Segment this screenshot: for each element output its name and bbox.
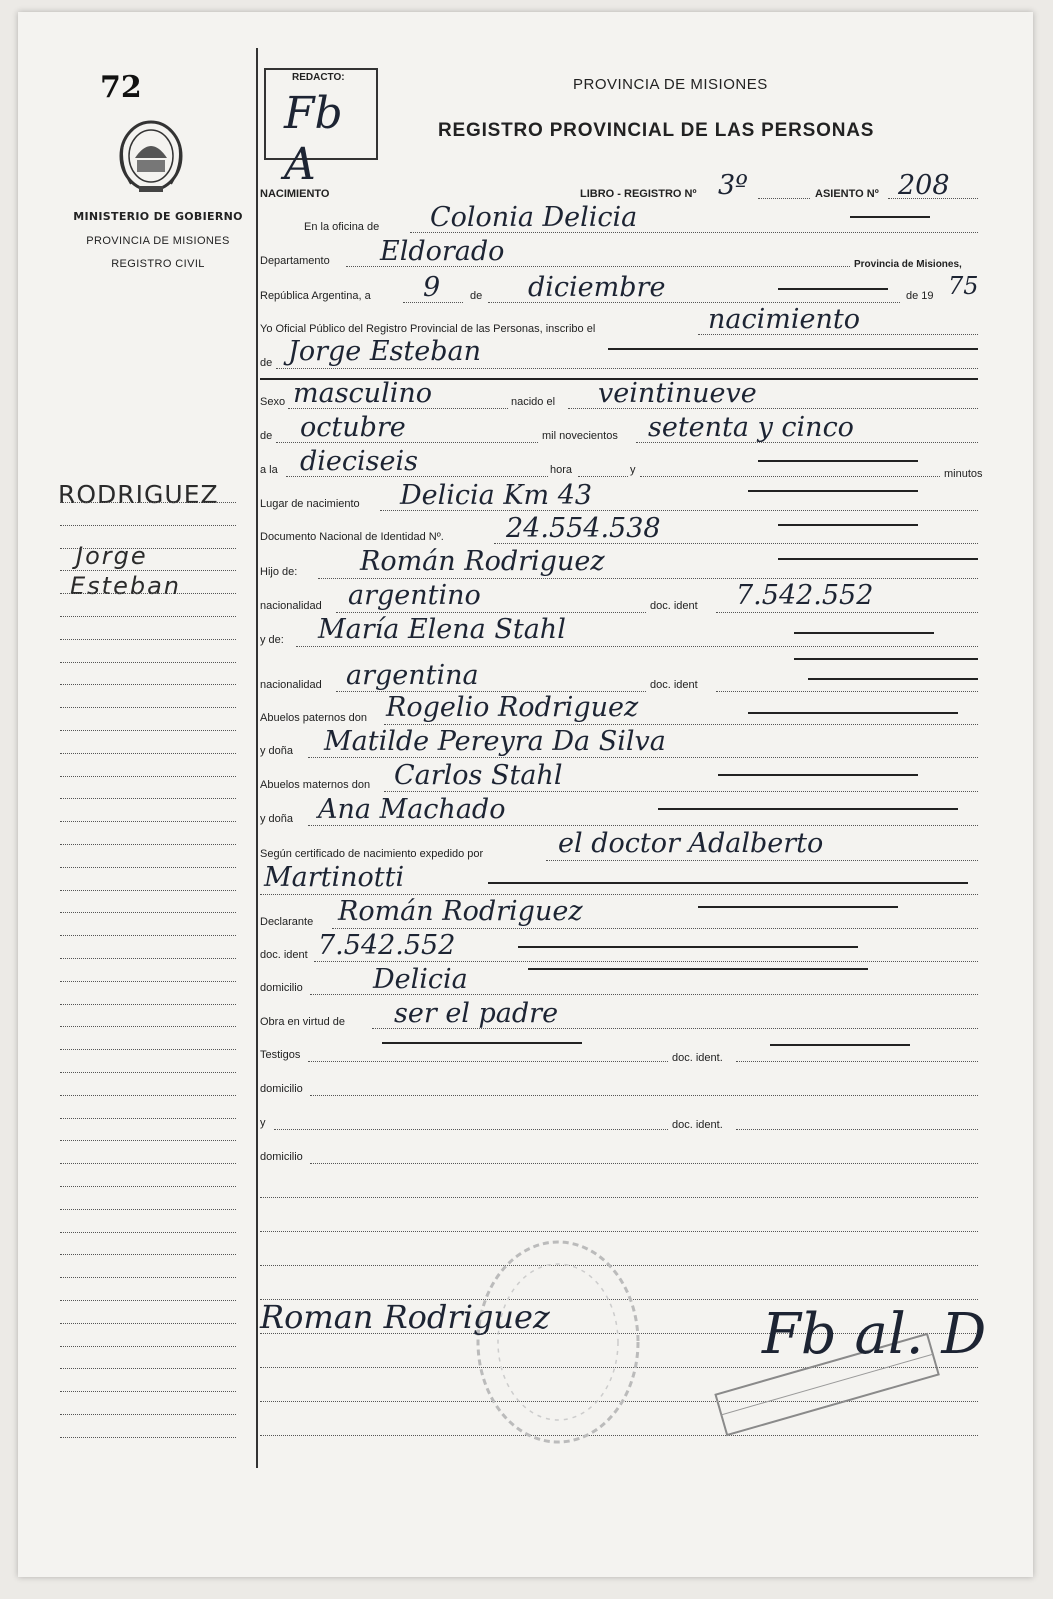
dotted-line [640, 476, 940, 477]
dotted-line [372, 1028, 978, 1029]
departamento-value: Eldorado [380, 236, 505, 267]
hijo-label: Hijo de: [260, 566, 298, 578]
dotted-line [384, 791, 978, 792]
father-doc-value: 7.542.552 [736, 580, 874, 611]
ydona-label: y doña [260, 745, 294, 757]
dotted-line [260, 1197, 978, 1198]
dash-line [850, 216, 930, 218]
dash-line [778, 288, 888, 290]
libro-label: LIBRO - REGISTRO Nº [580, 188, 697, 200]
sexo-label: Sexo [260, 396, 286, 408]
margin-dotted-line [60, 1232, 236, 1233]
docident5-label: doc. ident. [672, 1119, 723, 1131]
dash-line [794, 632, 934, 634]
dotted-line [310, 1163, 978, 1164]
margin-dotted-line [60, 639, 236, 640]
docident2-label: doc. ident [650, 679, 698, 691]
dotted-line [336, 612, 646, 613]
dash-line [658, 808, 958, 810]
yde-label: y de: [260, 634, 284, 646]
nacionalidad2-label: nacionalidad [260, 679, 322, 691]
dotted-line [308, 825, 978, 826]
paternal-grandfather-value: Rogelio Rodriguez [386, 692, 639, 723]
dotted-line [310, 1095, 978, 1096]
dash-line [518, 946, 858, 948]
provincia-suffix: Provincia de Misiones, [854, 259, 962, 270]
margin-dotted-line [60, 935, 236, 936]
hora-label: hora [550, 464, 573, 476]
dotted-line [332, 928, 978, 929]
lugar-value: Delicia Km 43 [400, 480, 593, 511]
ministry-label: MINISTERIO DE GOBIERNO [73, 210, 243, 223]
lugar-label: Lugar de nacimiento [260, 498, 360, 510]
declarante-doc-value: 7.542.552 [318, 930, 456, 961]
dash-line [718, 774, 918, 776]
margin-dotted-line [60, 707, 236, 708]
de-label: de [470, 290, 483, 302]
margin-dotted-line [60, 593, 236, 594]
margin-dotted-line [60, 1254, 236, 1255]
margin-dotted-line [60, 1095, 236, 1096]
margin-dotted-line [60, 798, 236, 799]
libro-value: 3º [718, 170, 748, 201]
departamento-label: Departamento [260, 255, 330, 267]
margin-dotted-line [60, 1209, 236, 1210]
y-label: y [630, 464, 636, 476]
certificado-label: Según certificado de nacimiento expedido por [260, 848, 484, 860]
margin-dotted-line [60, 548, 236, 549]
docident-label: doc. ident [650, 600, 698, 612]
domicilio2-label: domicilio [260, 1083, 303, 1095]
dni-value: 24.554.538 [506, 513, 661, 544]
dotted-line [736, 1061, 978, 1062]
dotted-line [286, 476, 548, 477]
domicilio-label: domicilio [260, 982, 303, 994]
margin-dotted-line [60, 730, 236, 731]
dotted-line [488, 302, 900, 303]
margin-dotted-line [60, 1437, 236, 1438]
dotted-line [716, 612, 978, 613]
margin-dotted-line [60, 1368, 236, 1369]
asiento-value: 208 [898, 170, 950, 201]
father-nationality-value: argentino [348, 580, 481, 611]
folio-number: 72 [100, 70, 142, 105]
margin-dotted-line [60, 1323, 236, 1324]
margin-dotted-line [60, 1391, 236, 1392]
dotted-line [308, 757, 978, 758]
dotted-line [276, 442, 538, 443]
dotted-line [308, 1061, 668, 1062]
dotted-line [318, 578, 978, 579]
redacto-box [264, 68, 378, 190]
testigos-label: Testigos [260, 1049, 301, 1061]
dotted-line [546, 860, 978, 861]
dotted-line [296, 646, 978, 647]
margin-dotted-line [60, 844, 236, 845]
dotted-line [403, 302, 463, 303]
certificado-value-2: Martinotti [264, 862, 405, 893]
dotted-line [276, 368, 978, 369]
dotted-line [568, 408, 978, 409]
asiento-label: ASIENTO Nº [815, 188, 879, 200]
maternal-grandfather-value: Carlos Stahl [394, 760, 563, 791]
margin-dotted-line [60, 662, 236, 663]
birth-month-value: octubre [300, 412, 406, 443]
domicilio3-label: domicilio [260, 1151, 303, 1163]
margin-dotted-line [60, 981, 236, 982]
margin-dotted-line [60, 1072, 236, 1073]
official-signature: Fb al. D [762, 1302, 987, 1367]
republica-label: República Argentina, a [260, 290, 371, 302]
vertical-divider [256, 48, 258, 1468]
dotted-line [736, 1129, 978, 1130]
declarante-value: Román Rodriguez [338, 896, 583, 927]
nacido-label: nacido el [511, 396, 556, 408]
year-value: 75 [948, 272, 979, 300]
margin-dotted-line [60, 958, 236, 959]
hour-value: dieciseis [300, 446, 418, 477]
header-province: PROVINCIA DE MISIONES [573, 76, 768, 93]
dash-line [698, 906, 898, 908]
dash-line [748, 490, 918, 492]
dotted-line [288, 408, 508, 409]
dotted-line [346, 266, 850, 267]
margin-dotted-line [60, 890, 236, 891]
margin-dotted-line [60, 525, 236, 526]
dash-line [748, 712, 958, 714]
de2-label: de [260, 357, 273, 369]
father-name-value: Román Rodriguez [360, 546, 605, 577]
margin-dotted-line [60, 1163, 236, 1164]
maternal-grandmother-value: Ana Machado [318, 794, 506, 825]
nacionalidad-label: nacionalidad [260, 600, 322, 612]
child-name-value: Jorge Esteban [288, 336, 481, 367]
dash-line [778, 524, 918, 526]
abuelos-paternos-label: Abuelos paternos don [260, 712, 368, 724]
mother-name-value: María Elena Stahl [318, 614, 566, 645]
nacido-value: veintinueve [598, 378, 757, 409]
dash-line [528, 968, 868, 970]
dash-line [382, 1042, 582, 1044]
margin-dotted-line [60, 912, 236, 913]
y2-label: y [260, 1117, 266, 1129]
margin-dotted-line [60, 1414, 236, 1415]
dash-line [808, 678, 978, 680]
redacto-label: REDACTO: [292, 72, 345, 83]
paternal-grandmother-value: Matilde Pereyra Da Silva [324, 726, 666, 757]
ala-label: a la [260, 464, 278, 476]
oficina-label: En la oficina de [304, 221, 380, 233]
dotted-line [578, 476, 628, 477]
margin-dotted-line [60, 1140, 236, 1141]
margin-dotted-line [60, 753, 236, 754]
margin-column [18, 12, 256, 1577]
margin-dotted-line [60, 1049, 236, 1050]
oficina-value: Colonia Delicia [430, 202, 638, 233]
margin-dotted-line [60, 502, 236, 503]
dotted-line [636, 442, 978, 443]
margin-dotted-line [60, 776, 236, 777]
domicilio-value: Delicia [373, 964, 468, 995]
margin-dotted-line [60, 1277, 236, 1278]
birth-year-value: setenta y cinco [648, 412, 854, 443]
margin-dotted-line [60, 1346, 236, 1347]
minutos-label: minutos [944, 468, 983, 480]
margin-dotted-line [60, 1026, 236, 1027]
provincial-seal-icon [113, 114, 189, 196]
dni-label: Documento Nacional de Identidad Nº. [260, 531, 444, 543]
redacto-initials: Fb A [284, 88, 343, 190]
docident4-label: doc. ident. [672, 1052, 723, 1064]
oficial-label: Yo Oficial Público del Registro Provincial de las Personas, inscribo el [260, 323, 596, 335]
dotted-line [380, 510, 978, 511]
docident3-label: doc. ident [260, 949, 308, 961]
margin-given-name-2: Esteban [70, 572, 181, 600]
dotted-line [314, 961, 978, 962]
year-label: de 19 [906, 290, 934, 302]
margin-surname: RODRIGUEZ [58, 480, 219, 509]
dotted-line [494, 543, 978, 544]
dotted-line [260, 894, 978, 895]
obra-value: ser el padre [394, 998, 559, 1029]
birth-certificate-page [18, 12, 1033, 1577]
margin-dotted-line [60, 616, 236, 617]
margin-dotted-line [60, 684, 236, 685]
official-stamp-icon [468, 1232, 648, 1452]
dotted-line [758, 198, 810, 199]
mother-nationality-value: argentina [346, 660, 479, 691]
province-label: PROVINCIA DE MISIONES [86, 235, 230, 247]
dotted-line [888, 198, 978, 199]
sexo-value: masculino [293, 378, 432, 409]
record-type-label: NACIMIENTO [260, 188, 330, 200]
margin-dotted-line [60, 821, 236, 822]
milnov-label: mil novecientos [542, 430, 618, 442]
dotted-line [384, 724, 978, 725]
dash-line [770, 1044, 910, 1046]
civil-registry-label: REGISTRO CIVIL [111, 258, 205, 270]
dotted-line [274, 1129, 668, 1130]
oficial-value: nacimiento [708, 304, 860, 335]
margin-given-name-1: Jorge [76, 542, 148, 570]
dotted-line [716, 691, 978, 692]
margin-dotted-line [60, 867, 236, 868]
abuelos-maternos-label: Abuelos maternos don [260, 779, 371, 791]
day-value: 9 [423, 272, 441, 303]
margin-dotted-line [60, 1118, 236, 1119]
margin-dotted-line [60, 1300, 236, 1301]
margin-dotted-line [60, 1186, 236, 1187]
margin-dotted-line [60, 570, 236, 571]
dash-line [758, 460, 918, 462]
month-value: diciembre [528, 272, 666, 303]
dash-line [488, 882, 968, 884]
de3-label: de [260, 430, 273, 442]
declarant-signature: Roman Rodriguez [260, 1298, 550, 1336]
certificado-value: el doctor Adalberto [558, 828, 824, 859]
dotted-line [698, 334, 978, 335]
declarante-label: Declarante [260, 916, 314, 928]
dash-line [778, 558, 978, 560]
dotted-line [310, 994, 978, 995]
dash-line [608, 348, 978, 350]
obra-label: Obra en virtud de [260, 1016, 345, 1028]
dash-line [794, 658, 978, 660]
ydona2-label: y doña [260, 813, 294, 825]
margin-dotted-line [60, 1004, 236, 1005]
header-title: REGISTRO PROVINCIAL DE LAS PERSONAS [438, 120, 875, 141]
dotted-line [410, 232, 978, 233]
